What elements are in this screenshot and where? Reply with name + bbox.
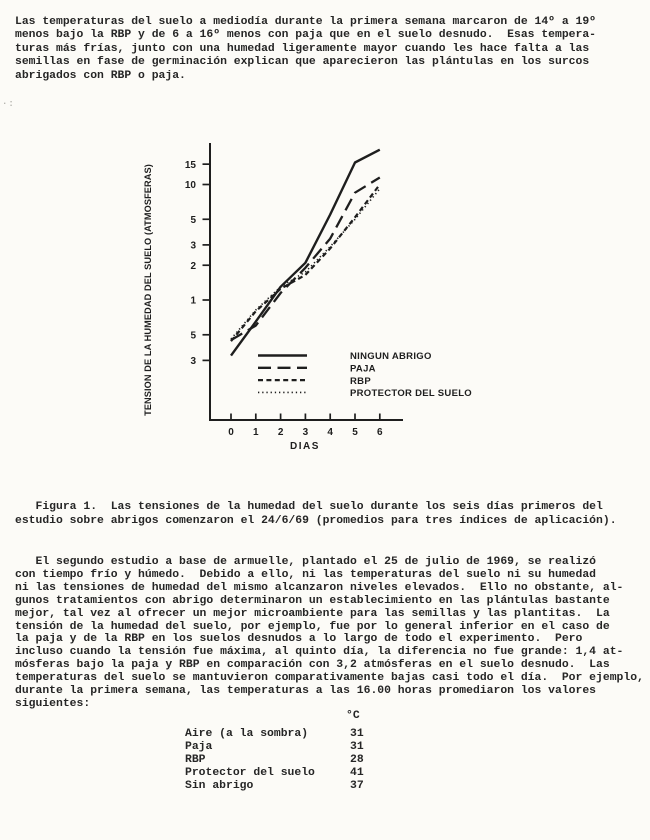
text-line: turas más frías, junto con una humedad ligeramente mayor cuando les hace falta a las — [15, 42, 590, 55]
text-line: mejor, tal vez al ofrecer un mejor microambiente para las semillas y las plantitas. La — [15, 607, 610, 620]
table-row — [185, 754, 364, 767]
body-paragraph — [15, 556, 644, 711]
row-label: Sin abrigo — [185, 780, 254, 793]
figure-caption — [15, 501, 617, 528]
chart-axes — [210, 143, 403, 420]
soil-moisture-tension-chart — [140, 140, 480, 462]
text-line: temperaturas del suelo se mantuvieron comparativamente bajas casi todo el día. Por ejemplo, — [15, 672, 644, 685]
temperature-unit-header: °C — [346, 710, 360, 722]
legend-label: PROTECTOR DEL SUELO — [350, 388, 473, 400]
y-tick-label: 3 — [190, 240, 196, 252]
text-line: Figura 1. Las tensiones de la humedad del suelo durante los seis días primeros del — [15, 501, 603, 513]
temperature-table-rows — [185, 728, 364, 793]
intro-paragraph — [15, 16, 596, 83]
x-tick-label: 5 — [352, 427, 358, 438]
x-tick-label: 2 — [277, 427, 284, 438]
text-line: abrigados con RBP o paja. — [15, 69, 186, 82]
text-line: ni las tensiones de humedad del mismo alcanzaron niveles elevados. Ello no obstante, al- — [15, 581, 624, 594]
legend-label: RBP — [350, 375, 371, 387]
x-tick-label: 1 — [253, 427, 259, 438]
y-tick-label: 3 — [190, 355, 196, 367]
row-label: RBP — [185, 754, 206, 767]
row-value: 31 — [350, 728, 364, 740]
text-line: durante la primera semana, las temperaturas a las 16.00 horas promediaron los valores — [15, 685, 597, 698]
y-tick-label: 15 — [184, 159, 196, 171]
temperature-table — [185, 710, 364, 793]
table-row — [185, 741, 364, 754]
table-row — [185, 767, 364, 780]
row-value: 41 — [350, 767, 364, 780]
row-label: Aire (a la sombra) — [185, 728, 309, 740]
series-ningun-abrigo — [231, 150, 380, 356]
y-tick-label: 2 — [190, 260, 196, 272]
x-tick-label: 3 — [302, 427, 309, 438]
row-value: 37 — [350, 780, 364, 793]
legend-label: PAJA — [350, 363, 376, 375]
text-line: siguientes: — [15, 697, 91, 710]
y-tick-label: 1 — [190, 295, 196, 307]
row-label: Protector del suelo — [185, 767, 315, 780]
text-line: incluso cuando la tensión fue máxima, al quinto día, la diferencia no fue grande: 1,4 at- — [15, 646, 624, 659]
row-value: 28 — [350, 754, 364, 767]
table-row — [185, 728, 364, 741]
text-line: tensión de la humedad del suelo, por ejemplo, fue por lo general inferior en el caso de — [15, 620, 610, 633]
x-axis-label: DIAS — [290, 441, 320, 452]
x-tick-label: 0 — [228, 427, 234, 438]
legend-label: NINGUN ABRIGO — [350, 351, 432, 363]
text-line: menos bajo la RBP y de 6 a 16º menos con paja que en el suelo desnudo. Esas tempera- — [15, 29, 597, 42]
row-value: 31 — [350, 741, 364, 754]
text-line: estudio sobre abrigos comenzaron el 24/6/69 (promedios para tres índices de aplicación). — [15, 514, 617, 527]
text-line: Las temperaturas del suelo a mediodía durante la primera semana marcaron de 14º a 19º — [15, 16, 597, 28]
x-tick-label: 4 — [327, 427, 333, 438]
y-axis-label: TENSION DE LA HUMEDAD DEL SUELO (ATMOSFERAS) — [143, 164, 153, 416]
y-tick-label: 10 — [184, 180, 196, 192]
scan-artifact-mark: ·: — [2, 99, 15, 109]
text-line: semillas en fase de germinación explican que aparecieron las plántulas en los surcos — [15, 56, 590, 69]
row-label: Paja — [185, 741, 213, 754]
y-tick-label: 5 — [190, 214, 196, 226]
table-row — [185, 780, 364, 793]
text-line: la paja y de la RBP en los suelos desnudos a lo largo de todo el experimento. Pero — [15, 633, 583, 646]
y-tick-label: 5 — [190, 330, 196, 342]
text-line: gunos tratamientos con abrigo determinaron un establecimiento en las plántulas bastante — [15, 594, 610, 607]
text-line: con tiempo frío y húmedo. Debido a ello, ni las temperaturas del suelo ni su humedad — [15, 568, 597, 581]
text-line: El segundo estudio a base de armuelle, plantado el 25 de julio de 1969, se realizó — [15, 556, 597, 568]
figure-1 — [140, 140, 480, 462]
x-tick-label: 6 — [377, 427, 383, 438]
text-line: mósferas bajo la paja y RBP en comparación con 3,2 atmósferas en el suelo desnudo. Las — [15, 659, 610, 672]
